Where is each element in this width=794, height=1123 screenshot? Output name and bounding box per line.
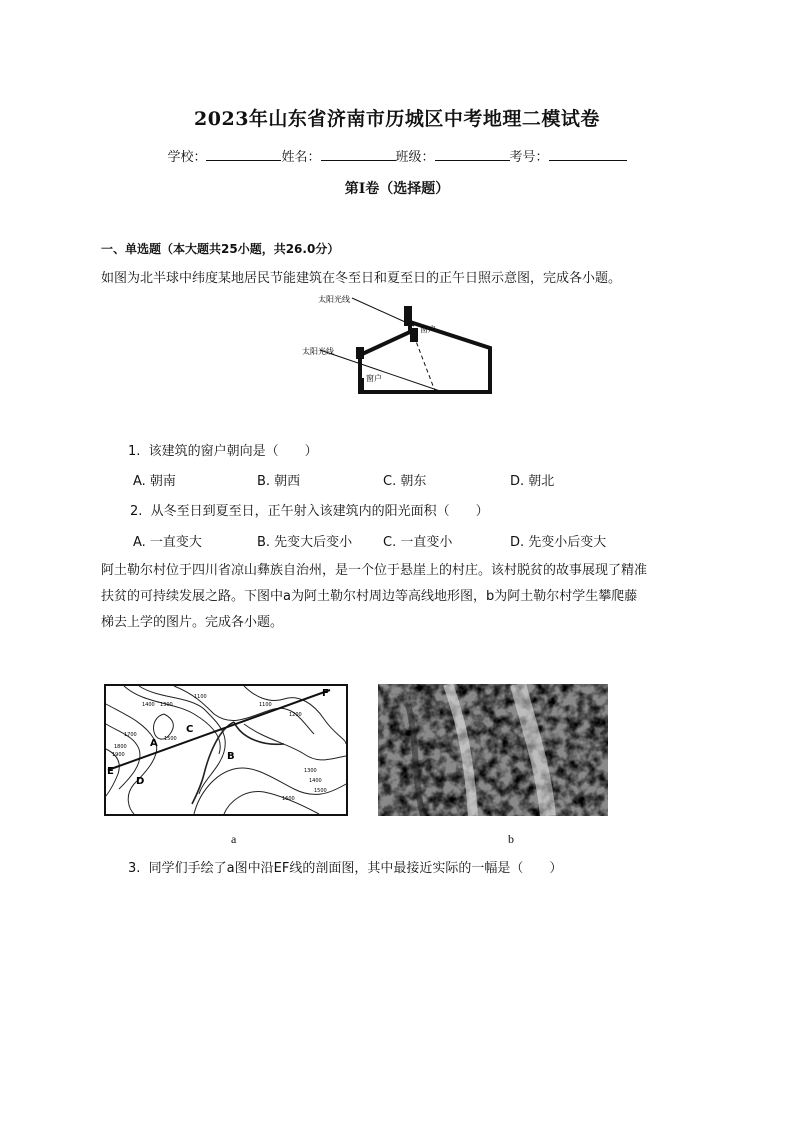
name-label: 姓名： [281, 150, 321, 165]
contour-value: 1300 [304, 768, 317, 774]
contour-value: 1500 [164, 736, 177, 742]
label-e: E [107, 766, 114, 777]
student-info-line [0, 146, 794, 165]
q2-option-b[interactable]: B. 先变大后变小 [257, 535, 353, 550]
label-a: A [150, 738, 158, 749]
passage-line: 梯去上学的图片。完成各小题。 [101, 615, 284, 630]
window-bottom-frame [358, 378, 364, 390]
label-f: F [322, 688, 329, 699]
caption-b: b [508, 832, 514, 846]
contour-value: 1400 [309, 778, 322, 784]
class-label: 班级： [395, 150, 435, 165]
q1-option-a[interactable]: A. 朝南 [133, 474, 176, 489]
q2-option-c[interactable]: C. 一直变小 [383, 535, 453, 550]
exam-no-blank[interactable] [549, 148, 627, 161]
contour-value: 1200 [289, 712, 302, 718]
cliff-photo-b [378, 684, 608, 816]
contour-value: 1100 [194, 694, 207, 700]
q2-option-d[interactable]: D. 先变小后变大 [510, 535, 607, 550]
exam-no-label: 考号： [509, 150, 549, 165]
school-blank[interactable] [206, 148, 281, 161]
contour-value: 1100 [259, 702, 272, 708]
eave-left [356, 347, 364, 359]
label-d: D [136, 776, 145, 787]
contour-value: 1400 [142, 702, 155, 708]
intro-text: 如图为北半球中纬度某地居民节能建筑在冬至日和夏至日的正午日照示意图，完成各小题。 [101, 271, 622, 286]
q1-option-c[interactable]: C. 朝东 [383, 474, 427, 489]
contour-value: 1700 [124, 732, 137, 738]
q3-text: 同学们手绘了a图中沿EF线的剖面图，其中最接近实际的一幅是（ ） [148, 861, 563, 876]
question-3 [128, 857, 562, 876]
contour-value: 1800 [114, 744, 127, 750]
section-heading: 一、单选题（本大题共25小题，共26.0分） [101, 242, 340, 256]
q3-number: 3. [128, 861, 141, 876]
q2-text: 从冬至日到夏至日，正午射入该建筑内的阳光面积（ ） [150, 504, 489, 519]
q1-text: 该建筑的窗户朝向是（ ） [148, 444, 318, 459]
label-c: C [186, 724, 194, 735]
contour-value: 1600 [282, 796, 295, 802]
q1-option-d[interactable]: D. 朝北 [510, 474, 555, 489]
passage-2 [101, 558, 701, 636]
question-1 [128, 440, 318, 459]
building-diagram [290, 292, 510, 402]
contour-map-a [104, 684, 348, 816]
label-b: B [227, 751, 235, 762]
passage-line: 扶贫的可持续发展之路。下图中a为阿土勒尔村周边等高线地形图，b为阿土勒尔村学生攀爬藤 [101, 589, 638, 604]
q1-number: 1. [128, 444, 141, 459]
q2-number: 2. [130, 504, 143, 519]
label-window-bottom: 窗户 [366, 374, 382, 383]
window-top-frame [410, 328, 418, 342]
name-blank[interactable] [321, 148, 396, 161]
caption-a: a [231, 832, 237, 846]
label-window-top: 窗户 [420, 325, 436, 334]
label-sun-ray-top: 太阳光线 [318, 295, 350, 304]
page-title: 2023年山东省济南市历城区中考地理二模试卷 [194, 108, 600, 130]
passage-line: 阿土勒尔村位于四川省凉山彝族自治州，是一个位于悬崖上的村庄。该村脱贫的故事展现了精准 [101, 563, 648, 578]
q2-option-a[interactable]: A. 一直变大 [133, 535, 202, 550]
class-blank[interactable] [435, 148, 510, 161]
volume-heading: 第Ⅰ卷（选择题） [344, 181, 450, 197]
contour-value: 1900 [112, 752, 125, 758]
label-sun-ray-left: 太阳光线 [302, 347, 334, 356]
school-label: 学校： [167, 150, 207, 165]
q1-option-b[interactable]: B. 朝西 [257, 474, 301, 489]
contour-value: 1500 [314, 788, 327, 794]
contour-value: 1300 [160, 702, 173, 708]
question-2 [130, 500, 489, 519]
